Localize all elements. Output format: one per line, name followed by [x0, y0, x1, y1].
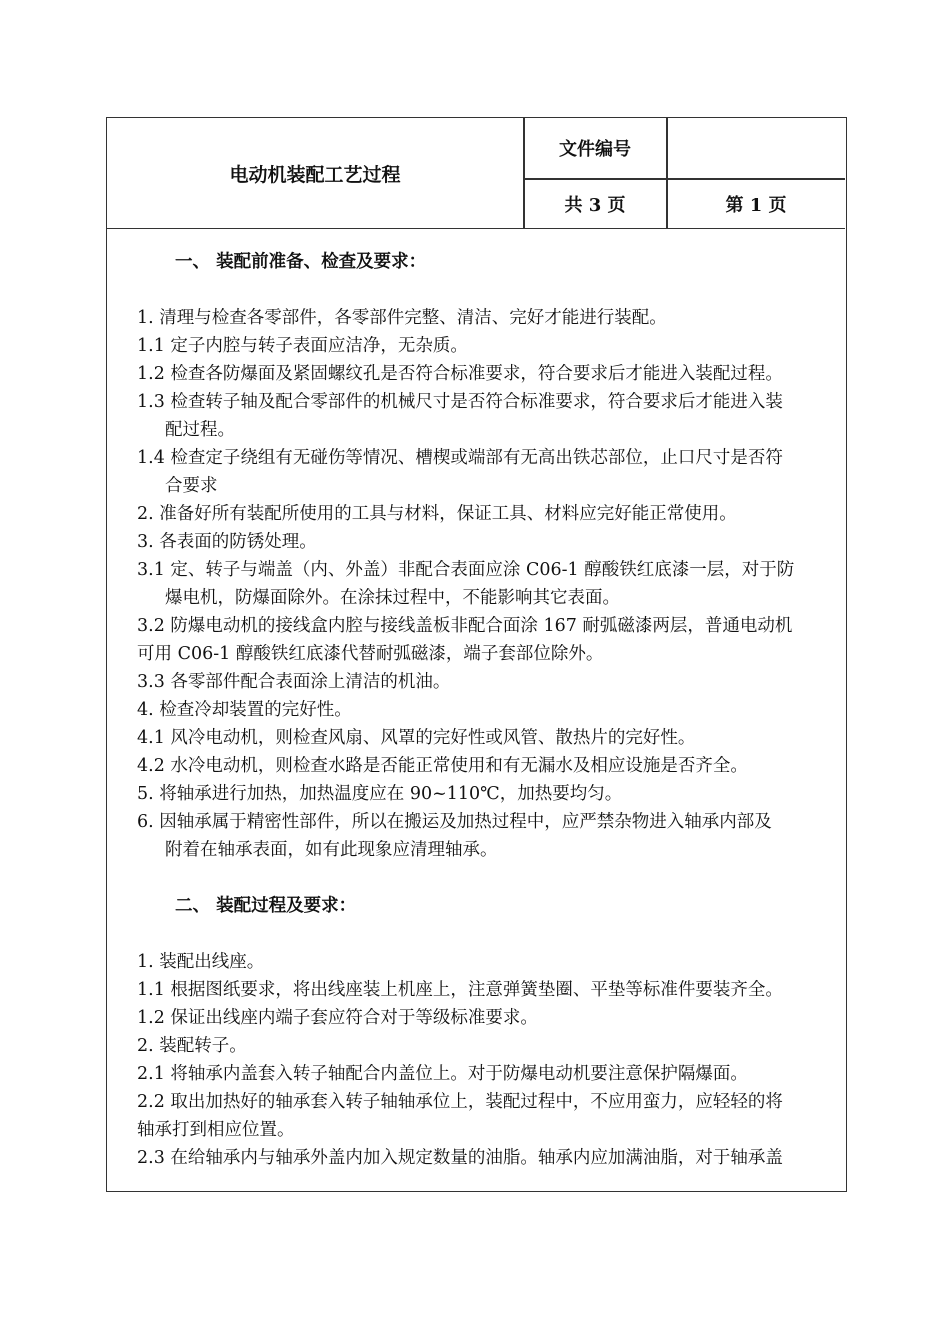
text-line: 3.3 各零部件配合表面涂上清洁的机油。: [137, 672, 451, 692]
text-line: 3.2 防爆电动机的接线盒内腔与接线盖板非配合面涂 167 耐弧磁漆两层，普通电动机: [137, 616, 793, 636]
text-line: 1.1 根据图纸要求，将出线座装上机座上，注意弹簧垫圈、平垫等标准件要装齐全。: [137, 980, 783, 1000]
text-line: 配过程。: [165, 420, 235, 440]
section-heading-2: 二、 装配过程及要求：: [175, 896, 357, 916]
text-line: 6. 因轴承属于精密性部件，所以在搬运及加热过程中，应严禁杂物进入轴承内部及: [137, 812, 772, 832]
text-line: 1.1 定子内腔与转子表面应洁净，无杂质。: [137, 336, 468, 356]
text-line: 2.1 将轴承内盖套入转子轴配合内盖位上。对于防爆电动机要注意保护隔爆面。: [137, 1064, 748, 1084]
doc-number-value: [667, 118, 845, 178]
text-line: 3.1 定、转子与端盖（内、外盖）非配合表面应涂 C06-1 醇酸铁红底漆一层，对于防: [137, 560, 795, 580]
total-pages: 共 3 页: [564, 194, 626, 216]
text-line: 4.1 风冷电动机，则检查风扇、风罩的完好性或风管、散热片的完好性。: [137, 728, 696, 748]
text-line: 2.3 在给轴承内与轴承外盖内加入规定数量的油脂。轴承内应加满油脂，对于轴承盖: [137, 1148, 783, 1168]
text-line: 1.4 检查定子绕组有无碰伤等情况、槽楔或端部有无高出铁芯部位，止口尺寸是否符: [137, 448, 783, 468]
text-line: 4. 检查冷却装置的完好性。: [137, 700, 352, 720]
section-heading-1: 一、 装配前准备、检查及要求：: [175, 252, 427, 272]
text-line: 3. 各表面的防锈处理。: [137, 532, 317, 552]
text-line: 轴承打到相应位置。: [137, 1120, 295, 1140]
text-line: 4.2 水冷电动机，则检查水路是否能正常使用和有无漏水及相应设施是否齐全。: [137, 756, 748, 776]
document-title: 电动机装配工艺过程: [229, 163, 401, 186]
text-line: 爆电机，防爆面除外。在涂抹过程中，不能影响其它表面。: [165, 588, 620, 608]
text-line: 1.3 检查转子轴及配合零部件的机械尺寸是否符合标准要求，符合要求后才能进入装: [137, 392, 783, 412]
header-table: [107, 118, 845, 229]
text-line: 合要求: [165, 476, 218, 496]
text-line: 5. 将轴承进行加热，加热温度应在 90~110℃，加热要均匀。: [137, 784, 623, 804]
text-line: 1.2 保证出线座内端子套应符合对于等级标准要求。: [137, 1008, 538, 1028]
document-body: [137, 248, 837, 1172]
text-line: 2. 准备好所有装配所使用的工具与材料，保证工具、材料应完好能正常使用。: [137, 504, 737, 524]
document-frame: [106, 117, 847, 1192]
text-line: 2.2 取出加热好的轴承套入转子轴轴承位上，装配过程中，不应用蛮力，应轻轻的将: [137, 1092, 783, 1112]
doc-number-label: 文件编号: [559, 139, 631, 160]
text-line: 1. 清理与检查各零部件，各零部件完整、清洁、完好才能进行装配。: [137, 308, 667, 328]
text-line: 附着在轴承表面，如有此现象应清理轴承。: [165, 840, 498, 860]
text-line: 2. 装配转子。: [137, 1036, 247, 1056]
text-line: 1. 装配出线座。: [137, 952, 265, 972]
page-number: 第 1 页: [725, 194, 787, 216]
text-line: 1.2 检查各防爆面及紧固螺纹孔是否符合标准要求，符合要求后才能进入装配过程。: [137, 364, 783, 384]
text-line: 可用 C06-1 醇酸铁红底漆代替耐弧磁漆，端子套部位除外。: [137, 644, 604, 664]
